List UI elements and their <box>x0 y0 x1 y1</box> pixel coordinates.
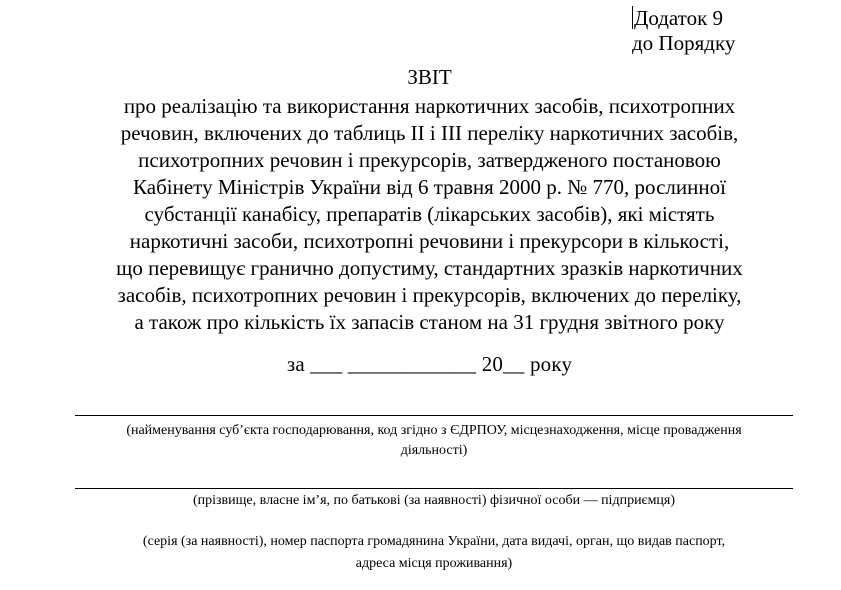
document-subtitle <box>18 93 841 336</box>
subtitle-line-4: Кабінету Міністрів України від 6 травня 2000 р. № 770, рослинної <box>133 175 726 199</box>
subtitle-line-7: що перевищує гранично допустиму, стандартних зразків наркотичних <box>116 256 743 280</box>
passport-caption-line-1: (серія (за наявності), номер паспорта громадянина України, дата видачі, орган, що видав паспорт, <box>142 534 726 549</box>
subtitle-line-3: психотропних речовин і прекурсорів, затвердженого постановою <box>138 148 721 172</box>
subtitle-line-2: речовин, включених до таблиць II і III переліку наркотичних засобів, <box>120 121 739 145</box>
document-title: ЗВІТ <box>407 65 452 89</box>
annex-line-1 <box>632 6 735 31</box>
annex-line-2: до Порядку <box>632 31 736 55</box>
subtitle-line-9: а також про кількість їх запасів станом на 31 грудня звітного року <box>134 310 725 334</box>
passport-caption <box>75 531 793 575</box>
entity-name-caption-line-2: діяльності) <box>400 443 468 458</box>
entity-name-blank-line[interactable] <box>75 415 793 416</box>
entity-name-caption <box>75 421 793 461</box>
annex-header <box>632 6 735 56</box>
annex-number-label: Додаток 9 <box>634 6 724 30</box>
passport-caption-line-2: адреса місця проживання) <box>355 556 513 571</box>
subtitle-line-5: субстанції канабісу, препаратів (лікарських засобів), які містять <box>144 202 715 226</box>
subtitle-line-8: засобів, психотропних речовин і прекурсорів, включених до переліку, <box>117 283 742 307</box>
entity-name-caption-line-1: (найменування суб’єкта господарювання, код згідно з ЄДРПОУ, місцезнаходження, місце провадження <box>126 423 742 438</box>
text-cursor-caret <box>632 6 633 29</box>
person-name-blank-line[interactable] <box>75 488 793 489</box>
person-name-caption: (прізвище, власне ім’я, по батькові (за наявності) фізичної особи — підприємця) <box>192 493 676 508</box>
reporting-period-blank[interactable]: за ___ ____________ 20__ року <box>286 352 573 376</box>
subtitle-line-6: наркотичні засоби, психотропні речовини і прекурсори в кількості, <box>129 229 730 253</box>
subtitle-line-1: про реалізацію та використання наркотичних засобів, психотропних <box>123 94 736 118</box>
